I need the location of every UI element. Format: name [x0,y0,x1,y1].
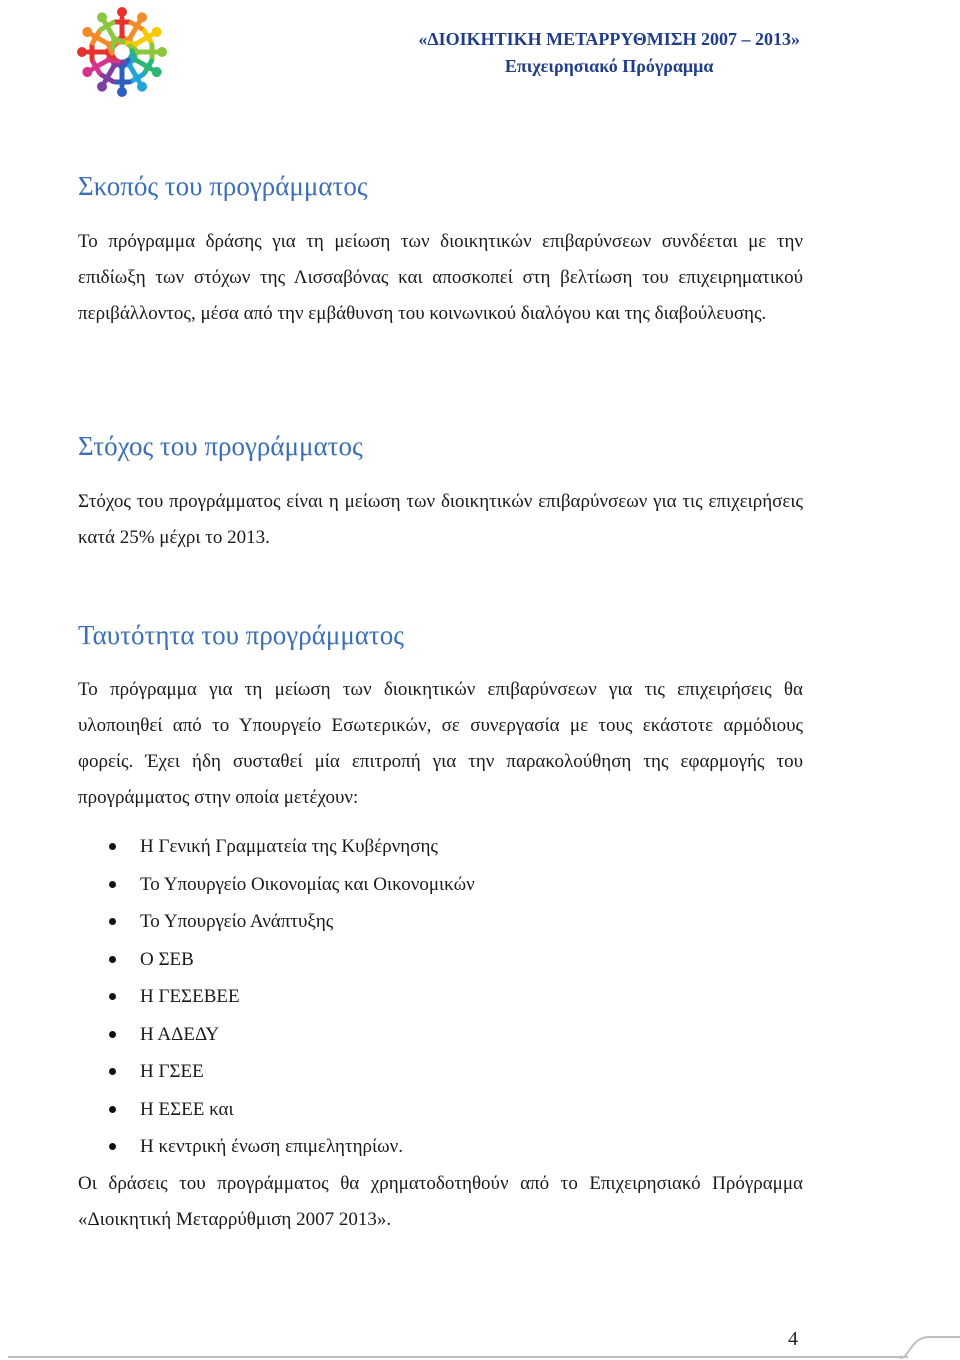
list-item: Η κεντρική ένωση επιμελητηρίων. [78,1128,803,1166]
list-item: Η ΓΣΕΕ [78,1053,803,1091]
closing-paragraph: Οι δράσεις του προγράμματος θα χρηματοδοτηθούν από το Επιχειρησιακό Πρόγραμμα «Διοικητική Μεταρρύθμιση 2007 2013». [78,1172,803,1230]
list-item: Η ΑΔΕΔΥ [78,1016,803,1054]
footer-corner-curve [900,1333,960,1360]
list-item: Ο ΣΕΒ [78,941,803,979]
list-item: Η ΕΣΕΕ και [78,1091,803,1129]
program-logo [72,4,172,100]
list-item: Η ΓΕΣΕΒΕΕ [78,978,803,1016]
section-heading: Ταυτότητα του προγράμματος [78,620,404,650]
participants-list [78,828,803,1166]
document-header [418,26,800,80]
list-item: Το Υπουργείο Ανάπτυξης [78,903,803,941]
list-item: Η Γενική Γραμματεία της Κυβέρνησης [78,828,803,866]
header-subtitle: Επιχειρησιακό Πρόγραμμα [504,56,714,76]
section-paragraph: Το πρόγραμμα δράσης για τη μείωση των διοικητικών επιβαρύνσεων συνδέεται με την επιδίωξη των στόχων της Λισσαβόνας και αποσκοπεί στη βελτίωση του επιχειρηματικού περιβάλλοντος, μέσα από την εμβάθυνση του κοινωνικού διαλόγου και της διαβούλευσης. [78,231,803,324]
section-heading: Στόχος του προγράμματος [78,431,363,461]
footer-rule [8,1356,908,1358]
header-title: «ΔΙΟΙΚΗΤΙΚΗ ΜΕΤΑΡΡΥΘΜΙΣΗ 2007 – 2013» [418,29,800,49]
section-purpose [78,168,803,332]
section-identity [78,617,803,1238]
list-item: Το Υπουργείο Οικονομίας και Οικονομικών [78,866,803,904]
section-goal [78,428,803,556]
section-heading: Σκοπός του προγράμματος [78,171,368,201]
section-paragraph: Το πρόγραμμα για τη μείωση των διοικητικών επιβαρύνσεων για τις επιχειρήσεις θα υλοποιηθεί από το Υπουργείο Εσωτερικών, σε συνεργασία με τους εκάστοτε αρμόδιους φορείς. Έχει ήδη συσταθεί μία επιτροπή για την παρακολούθηση της εφαρμογής του προγράμματος στην οποία μετέχουν: [78,679,803,808]
page-number: 4 [788,1328,798,1350]
section-paragraph: Στόχος του προγράμματος είναι η μείωση των διοικητικών επιβαρύνσεων για τις επιχειρήσεις κατά 25% μέχρι το 2013. [78,491,803,548]
